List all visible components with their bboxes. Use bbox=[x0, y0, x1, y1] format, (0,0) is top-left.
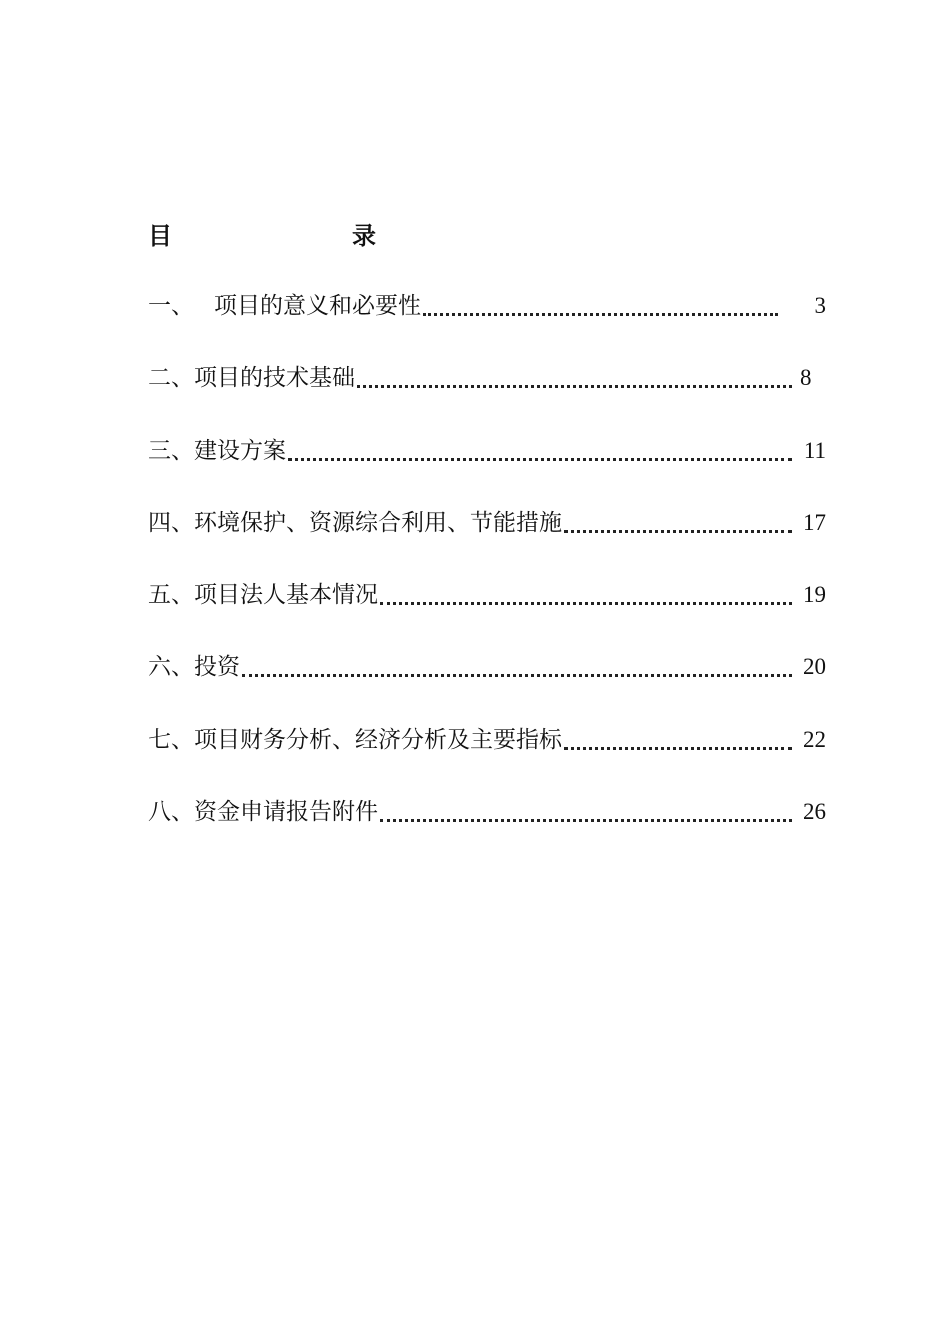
dot-leader bbox=[423, 286, 778, 326]
dot-leader bbox=[242, 647, 792, 687]
toc-entry-label: 项目的意义和必要性 bbox=[214, 293, 421, 319]
toc-entry-label: 建设方案 bbox=[194, 437, 286, 464]
toc-entry-1[interactable] bbox=[148, 286, 826, 358]
dot-leader bbox=[564, 503, 792, 543]
toc-entry-number: 八、 bbox=[148, 799, 194, 826]
toc-heading bbox=[148, 218, 388, 254]
toc-entry-page: 20 bbox=[803, 654, 826, 680]
toc-entry-page: 8 bbox=[800, 365, 812, 391]
toc-entry-number: 五、 bbox=[148, 582, 194, 609]
dot-leader bbox=[357, 358, 792, 398]
toc-entry-page: 26 bbox=[803, 799, 826, 825]
dot-leader bbox=[288, 431, 792, 471]
toc-entry-number: 七、 bbox=[148, 726, 194, 753]
toc-entry-number: 四、 bbox=[148, 509, 194, 536]
dot-leader bbox=[564, 720, 792, 760]
toc-entry-label: 项目法人基本情况 bbox=[194, 582, 378, 609]
toc-entry-8[interactable] bbox=[148, 792, 826, 864]
toc-entry-3[interactable] bbox=[148, 431, 826, 503]
dot-leader bbox=[380, 792, 792, 832]
toc-entry-number: 二、 bbox=[148, 365, 194, 392]
toc-entry-label: 项目的技术基础 bbox=[194, 365, 355, 392]
toc-entry-page: 19 bbox=[803, 582, 826, 608]
toc-entry-2[interactable] bbox=[148, 358, 826, 430]
toc-entry-label: 投资 bbox=[194, 654, 240, 681]
toc-entry-number: 一、 bbox=[148, 293, 194, 319]
toc-heading-right: 录 bbox=[352, 222, 376, 250]
toc-heading-left: 目 bbox=[148, 222, 172, 250]
toc-entry-4[interactable] bbox=[148, 503, 826, 575]
toc-entry-page: 22 bbox=[803, 726, 826, 752]
toc-entry-page: 17 bbox=[803, 509, 826, 535]
toc-list bbox=[148, 286, 826, 864]
toc-entry-5[interactable] bbox=[148, 575, 826, 647]
toc-entry-page: 11 bbox=[803, 437, 826, 463]
toc-entry-page: 3 bbox=[814, 293, 826, 318]
dot-leader bbox=[380, 575, 792, 615]
toc-entry-number: 六、 bbox=[148, 654, 194, 681]
toc-entry-6[interactable] bbox=[148, 647, 826, 719]
toc-entry-label: 环境保护、资源综合利用、节能措施 bbox=[194, 509, 562, 536]
toc-entry-label: 资金申请报告附件 bbox=[194, 799, 378, 826]
toc-entry-7[interactable] bbox=[148, 720, 826, 792]
toc-entry-number: 三、 bbox=[148, 437, 194, 464]
toc-entry-label: 项目财务分析、经济分析及主要指标 bbox=[194, 726, 562, 753]
